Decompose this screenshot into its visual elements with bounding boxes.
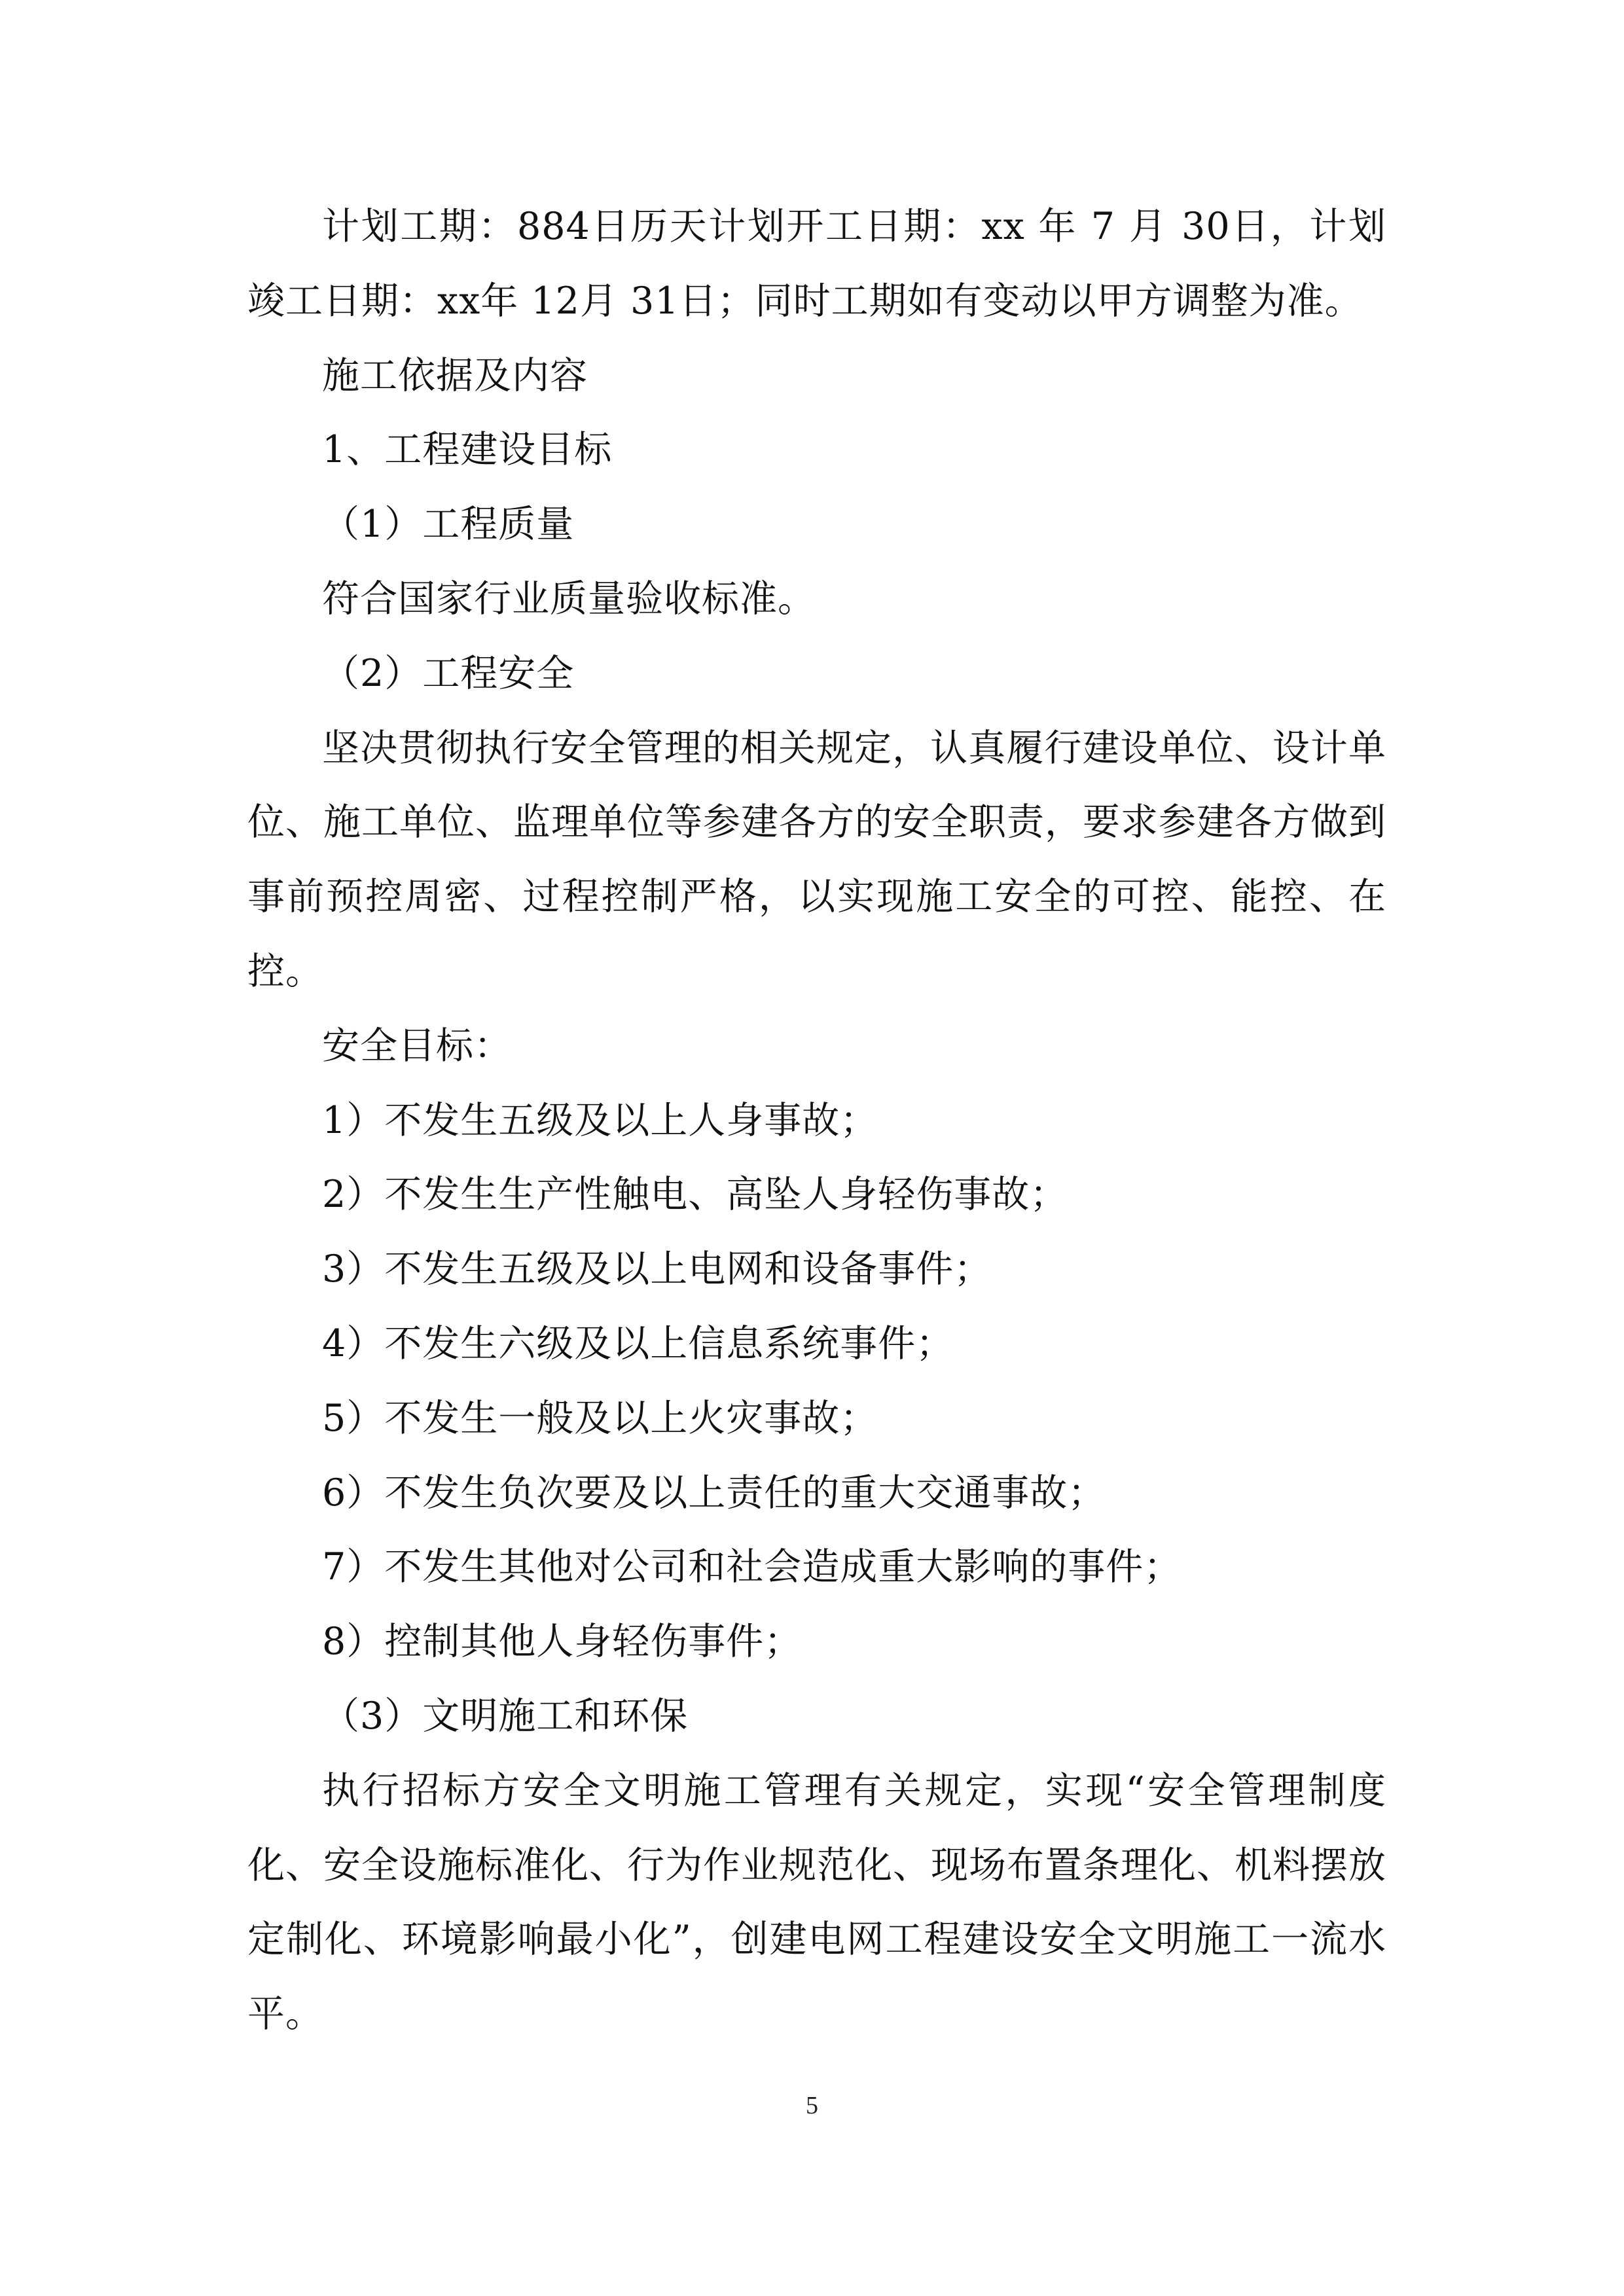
document-body xyxy=(247,190,1386,2052)
list-item-safety-target-7: 7）不发生其他对公司和社会造成重大影响的事件； xyxy=(322,1545,1182,1589)
list-item-safety-target-1: 1）不发生五级及以上人身事故； xyxy=(322,1098,878,1142)
paragraph-civilized-construction: 执行招标方安全文明施工管理有关规定，实现“安全管理制度化、安全设施标准化、行为作业规范化、现场布置条理化、机料摆放定制化、环境影响最小化”，创建电网工程建设安全文明施工一流水平。 xyxy=(247,1768,1386,2036)
list-item-safety-target-3: 3）不发生五级及以上电网和设备事件； xyxy=(322,1247,992,1291)
list-item-safety-target-6: 6）不发生负次要及以上责任的重大交通事故； xyxy=(322,1471,1106,1515)
paragraph-safety-management: 坚决贯彻执行安全管理的相关规定，认真履行建设单位、设计单位、施工单位、监理单位等参建各方的安全职责，要求参建各方做到事前预控周密、过程控制严格，以实现施工安全的可控、能控、在控。 xyxy=(247,726,1386,993)
list-item-safety-target-5: 5）不发生一般及以上火灾事故； xyxy=(322,1396,878,1440)
paragraph-schedule: 计划工期：884日历天计划开工日期：xx 年 7 月 30日，计划竣工日期：xx年 12月 31日；同时工期如有变动以甲方调整为准。 xyxy=(247,205,1386,323)
list-item-safety-target-2: 2）不发生生产性触电、高坠人身轻伤事故； xyxy=(322,1173,1068,1217)
list-item-safety-target-8: 8）控制其他人身轻伤事件； xyxy=(322,1620,803,1664)
page-number: 5 xyxy=(806,2092,818,2119)
paragraph-quality-standard: 符合国家行业质量验收标准。 xyxy=(322,577,816,620)
heading-project-safety: （2）工程安全 xyxy=(322,651,575,695)
list-item-safety-target-4: 4）不发生六级及以上信息系统事件； xyxy=(322,1321,954,1365)
heading-construction-basis: 施工依据及内容 xyxy=(322,353,588,397)
heading-project-quality: （1）工程质量 xyxy=(322,503,575,547)
heading-safety-targets: 安全目标： xyxy=(322,1024,512,1067)
heading-civilized-construction: （3）文明施工和环保 xyxy=(322,1694,689,1738)
heading-project-goals: 1、工程建设目标 xyxy=(322,428,613,472)
